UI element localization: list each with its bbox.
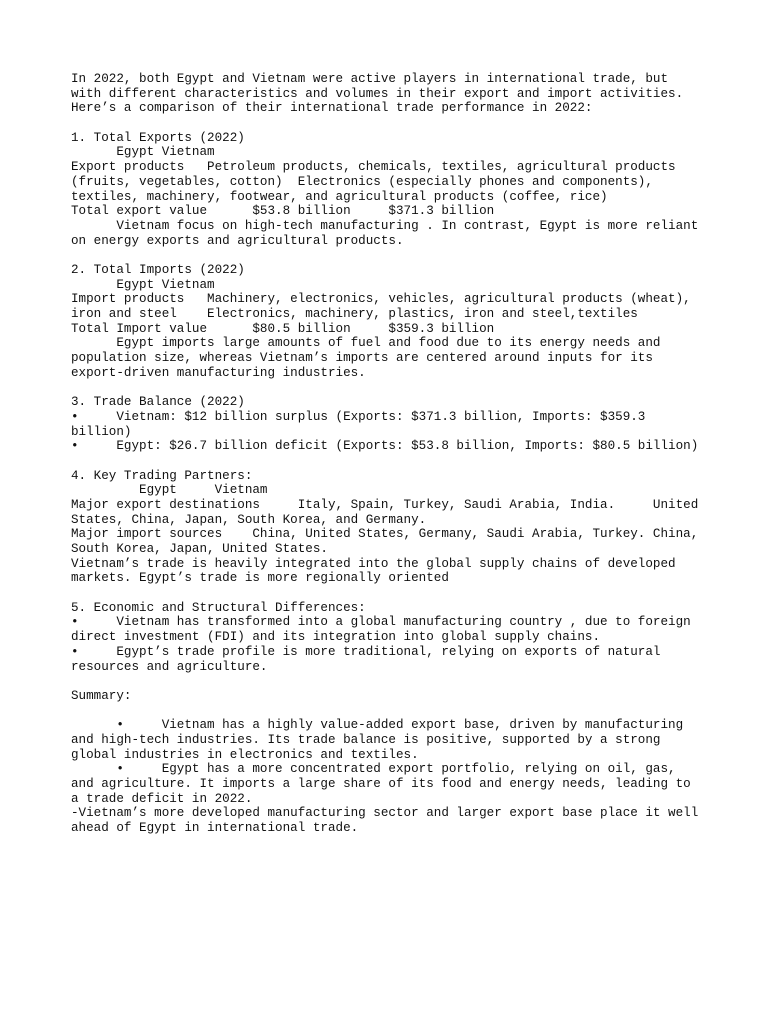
text-line: iron and steel Electronics, machinery, plastics, iron and steel,textiles: [71, 307, 638, 321]
text-line: resources and agriculture.: [71, 659, 268, 674]
blank-line: [71, 586, 721, 601]
text-line: Egypt Vietnam: [71, 483, 268, 498]
text-line: 4. Key Trading Partners:: [71, 468, 253, 483]
text-line: • Egypt’s trade profile is more traditional, relying on exports of natural: [71, 644, 661, 659]
text-line: direct investment (FDI) and its integration into global supply chains.: [71, 630, 601, 645]
text-line: Total export value $53.8 billion $371.3 billion: [71, 204, 495, 219]
text-line: and agriculture. It imports a large share of its food and energy needs, leading to: [71, 777, 691, 791]
text-line: • Vietnam has a highly value-added export base, driven by manufacturing: [71, 718, 684, 733]
text-line: States, China, Japan, South Korea, and Germany.: [71, 512, 427, 527]
blank-line: [71, 248, 721, 263]
text-line: Egypt Vietnam: [71, 145, 215, 160]
text-line: South Korea, Japan, United States.: [71, 542, 328, 556]
text-line: on energy exports and agricultural products.: [71, 233, 404, 248]
text-line: Summary:: [71, 688, 132, 703]
text-line: billion): [71, 424, 132, 439]
text-line: a trade deficit in 2022.: [71, 791, 253, 806]
text-line: Here’s a comparison of their international trade performance in 2022:: [71, 101, 593, 116]
text-line: ahead of Egypt in international trade.: [71, 821, 359, 836]
text-line: global industries in electronics and textiles.: [71, 747, 419, 762]
text-line: 3. Trade Balance (2022): [71, 395, 245, 410]
text-line: export-driven manufacturing industries.: [71, 365, 366, 380]
text-line: Total Import value $80.5 billion $359.3 billion: [71, 321, 495, 336]
text-line: Egypt Vietnam: [71, 277, 215, 292]
text-line: Major export destinations Italy, Spain, Turkey, Saudi Arabia, India. United: [71, 497, 699, 512]
text-line: Major import sources China, United States, Germany, Saudi Arabia, Turkey. China,: [71, 527, 699, 542]
text-line: 1. Total Exports (2022): [71, 130, 245, 145]
text-line: Export products Petroleum products, chemicals, textiles, agricultural products: [71, 160, 676, 175]
text-line: with different characteristics and volumes in their export and import activities.: [71, 86, 684, 101]
blank-line: [71, 380, 721, 395]
text-line: Egypt imports large amounts of fuel and food due to its energy needs and: [71, 336, 661, 351]
document-body: [71, 72, 721, 836]
text-line: 2. Total Imports (2022): [71, 262, 245, 277]
blank-line: [71, 116, 721, 131]
text-line: Import products Machinery, electronics, vehicles, agricultural products (wheat),: [71, 292, 691, 307]
text-line: • Vietnam: $12 billion surplus (Exports: $371.3 billion, Imports: $359.3: [71, 409, 646, 424]
text-line: 5. Economic and Structural Differences:: [71, 600, 366, 615]
text-line: markets. Egypt’s trade is more regionally oriented: [71, 571, 449, 586]
text-line: textiles, machinery, footwear, and agricultural products (coffee, rice): [71, 189, 608, 204]
text-line: (fruits, vegetables, cotton) Electronics (especially phones and components),: [71, 174, 653, 189]
text-line: -Vietnam’s more developed manufacturing sector and larger export base place it well: [71, 806, 699, 821]
text-line: • Vietnam has transformed into a global manufacturing country , due to foreign: [71, 615, 691, 630]
blank-line: [71, 674, 721, 689]
text-line: • Egypt: $26.7 billion deficit (Exports: $53.8 billion, Imports: $80.5 billion): [71, 439, 699, 454]
blank-line: [71, 704, 721, 719]
text-line: Vietnam’s trade is heavily integrated into the global supply chains of developed: [71, 556, 676, 571]
blank-line: [71, 454, 721, 469]
text-line: population size, whereas Vietnam’s imports are centered around inputs for its: [71, 351, 653, 366]
text-line: and high-tech industries. Its trade balance is positive, supported by a strong: [71, 732, 661, 747]
text-line: In 2022, both Egypt and Vietnam were active players in international trade, but: [71, 72, 669, 86]
text-line: Vietnam focus on high-tech manufacturing . In contrast, Egypt is more reliant: [71, 218, 699, 233]
text-line: • Egypt has a more concentrated export portfolio, relying on oil, gas,: [71, 762, 676, 777]
